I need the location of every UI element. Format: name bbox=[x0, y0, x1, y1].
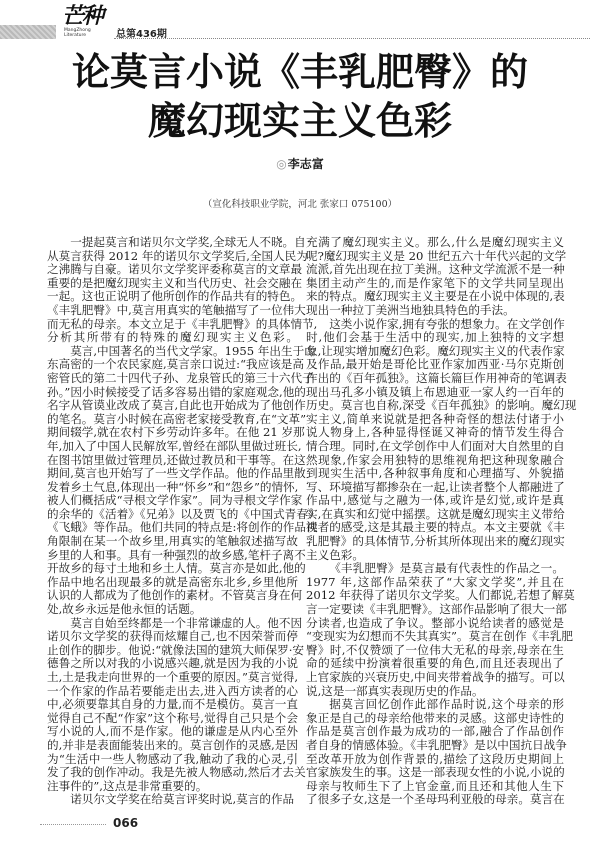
text-line: 一个作家的作品若要能走出去,进入西方读者的心 bbox=[47, 683, 298, 698]
text-line: 之沸腾与自豪。诺贝尔文学奖评委称莫言的文章最 bbox=[47, 262, 303, 277]
text-line: 了很多子女,这是一个圣母玛利亚般的母亲。莫言在 bbox=[306, 792, 565, 807]
text-line: 说人物身上,各种显得怪诞又神奇的情节发生得合 bbox=[306, 425, 564, 440]
text-line: 东高密的一个农民家庭,莫言亲口说过:“我应该是高 bbox=[47, 357, 304, 372]
text-line: 到现实生活中,各种叙事角度和心理描写、外貌描 bbox=[306, 466, 564, 481]
text-line: 角限制在某一个故乡里,用真实的笔触叙述描写故 bbox=[47, 534, 298, 549]
paragraph bbox=[47, 235, 318, 345]
text-line: 诺贝尔文学奖的获得而炫耀自己,也不因荣誉而停 bbox=[47, 629, 298, 644]
left-text-column bbox=[47, 235, 320, 807]
text-line: 命的延续中扮演着很重要的角色,而且还表现出了 bbox=[306, 656, 564, 671]
text-line: 一提起莫言和诺贝尔文学奖,全球无人不晓。自 bbox=[70, 235, 306, 249]
text-line: 开故乡的每寸土地和乡土人情。莫言亦是如此,他的 bbox=[47, 561, 306, 576]
text-line: 历史。莫言也自称,深受《百年孤独》的影响。魔幻现 bbox=[306, 398, 577, 413]
text-line: 1977 年,这部作品荣获了“大家文学奖”,并且在 bbox=[306, 574, 564, 589]
text-line: 作出的《百年孤独》。这篇长篇巨作用神奇的笔调表 bbox=[306, 370, 567, 385]
text-line: 实,在真实和幻觉中摇摆。这就是魔幻现实主义带给 bbox=[306, 506, 565, 521]
text-line: 乡里的人和事。具有一种强烈的故乡感,笔杆子离不 bbox=[47, 547, 306, 562]
text-line: 觉得自己不配“作家”这个称号,觉得自己只是个会 bbox=[47, 710, 298, 725]
text-line: 年,加入了中国人民解放军,曾经在部队里做过班长, bbox=[47, 438, 302, 453]
paragraph bbox=[47, 343, 320, 617]
text-line: 者自身的情感体验。《丰乳肥臀》是以中国抗日战争 bbox=[306, 737, 567, 752]
text-line: 这类小说作家,拥有夸张的想象力。在文学创作 bbox=[329, 316, 565, 331]
text-line: 作品中,感觉与之融为一体,或许是幻觉,或许是真 bbox=[306, 493, 564, 508]
author-name: 李志富 bbox=[287, 157, 324, 171]
author-marker: ◎ bbox=[276, 157, 287, 171]
issue-number: 总第436期 bbox=[116, 29, 167, 40]
paragraph bbox=[306, 235, 567, 318]
text-line: 孙。”因小时候接受了话多容易出错的家庭观念,他的 bbox=[47, 384, 306, 399]
text-line: 臀》时,不仅赞颂了一位伟大无私的母亲,母亲在生 bbox=[306, 642, 564, 657]
text-line: 来的特点。魔幻现实主义主要是在小说中体现的,表 bbox=[306, 289, 565, 304]
text-line: 的余华的《活着》《兄弟》以及贾飞的《中国式青春》 bbox=[47, 506, 320, 521]
footer-divider bbox=[40, 824, 106, 825]
author-byline bbox=[0, 155, 600, 172]
text-line: 为“生活中一些人物感动了我,触动了我的心灵,引 bbox=[47, 751, 298, 766]
text-line: 实主义,简单来说就是把各种奇怪的想法付诸于小 bbox=[306, 411, 564, 426]
text-line: 发着乡土气息,体现出一种“怀乡”和“怨乡”的情怀, bbox=[47, 479, 299, 494]
text-line: 发了我的创作冲动。我是先被人物感动,然后才去关 bbox=[47, 765, 306, 780]
logo-text: 芒种 bbox=[62, 3, 103, 29]
text-line: 密管氏的第二十四代子孙、龙泉管氏的第三十六代子 bbox=[47, 370, 314, 385]
author-affiliation: （宣化科技职业学院，河北 张家口 075100） bbox=[202, 199, 398, 210]
text-line: 在图书馆里做过管理员,还做过教员和干事等。在这 bbox=[47, 452, 306, 467]
paragraph bbox=[47, 793, 298, 807]
text-line: 重要的是把魔幻现实主义和当代历史、社会交融在 bbox=[47, 275, 303, 290]
text-line: 被人们概括成“寻根文学作家”。同为寻根文学作家 bbox=[47, 493, 303, 508]
text-line: 期间,莫言也开始写了一些文学作品。他的作品里散 bbox=[47, 466, 306, 481]
text-line: 写、环境描写都掺杂在一起,让读者整个人都融进了 bbox=[306, 479, 565, 494]
article-title-line2: 魔幻现实主义色彩 bbox=[147, 98, 452, 143]
text-line: 名字从管谟业改成了莫言,自此也开始成为了他创作 bbox=[47, 398, 306, 413]
text-line: “变现实为幻想而不失其真实”。莫言在创作《丰乳肥 bbox=[306, 629, 573, 644]
page-number: 066 bbox=[113, 816, 139, 830]
text-line: 情合理。同时,在文学创作中人们面对大自然里的自 bbox=[306, 438, 565, 453]
text-line: 德鲁之所以对我的小说感兴趣,就是因为我的小说 bbox=[47, 656, 298, 671]
text-line: 读者的感受,这是其最主要的特点。本文主要就《丰 bbox=[306, 520, 565, 535]
text-line: 处,故乡永远是他永恒的话题。 bbox=[47, 602, 202, 617]
text-line: 母亲与牧师生下了上官金童,而且还和其他人生下 bbox=[306, 778, 564, 793]
right-text-column bbox=[306, 235, 577, 807]
text-line: 充满了魔幻现实主义。那么,什么是魔幻现实主义 bbox=[306, 235, 564, 249]
text-line: 莫言自始至终都是一个非常谦虚的人。他不因 bbox=[70, 615, 303, 630]
text-line: 然现象,作家会用独特的思维视角把这种现象融合 bbox=[306, 452, 564, 467]
text-line: 现出马孔多小镇及镇上布恩迪亚一家人约一百年的 bbox=[306, 384, 564, 399]
text-line: 注事件的”,这点是非常重要的。 bbox=[47, 778, 208, 793]
text-line: 乳肥臀》的具体情节,分析其所体现出来的魔幻现实 bbox=[306, 534, 565, 549]
text-line: 据莫言回忆创作此部作品时说,这个母亲的形 bbox=[329, 697, 564, 712]
article-title-line1: 论莫言小说《丰乳肥臀》的 bbox=[71, 49, 528, 94]
text-line: 《飞蛾》等作品。他们共同的特点是:将创作的作品视 bbox=[47, 520, 318, 535]
text-line: 时,他们会基于生活中的现实,加上独特的文字想 bbox=[306, 330, 564, 345]
paragraph bbox=[306, 561, 575, 698]
text-line: 象,让现实增加魔幻色彩。魔幻现实主义的代表作家 bbox=[306, 343, 565, 358]
text-line: 及作品,最开始是哥伦比亚作家加西亚·马尔克斯创 bbox=[306, 357, 564, 372]
text-line: 官家族发生的事。这是一部表现女性的小说,小说的 bbox=[306, 765, 565, 780]
paragraph bbox=[306, 697, 567, 807]
text-line: 止创作的脚步。他说:“就像法国的建筑大师保罗·安 bbox=[47, 642, 304, 657]
text-line: 分读者,也造成了争议。整部小说给读者的感觉是 bbox=[306, 615, 564, 630]
text-line: 期间辍学,就在农村下乡劳动许多年。在他 21 岁那 bbox=[47, 425, 305, 440]
journal-logo bbox=[62, 4, 107, 40]
text-line: 的笔名。莫言小时候在高密老家接受教育,在“文革” bbox=[47, 411, 307, 426]
text-line: 土,土是我走向世界的一个重要的原因。”莫言觉得, bbox=[47, 670, 298, 684]
text-line: 《丰乳肥臀》是莫言最有代表性的作品之一。 bbox=[329, 561, 564, 576]
text-line: 主义色彩。 bbox=[306, 547, 364, 562]
text-line: 作品是莫言创作最为成功的一部,融合了作品创作 bbox=[306, 724, 564, 739]
logo-subtitle: MangZhong Literature bbox=[64, 28, 91, 38]
text-line: 象正是自己的母亲给他带来的灵感。这部史诗性的 bbox=[306, 710, 564, 725]
text-line: 从莫言获得 2012 年的诺贝尔文学奖后,全国人民为 bbox=[47, 248, 308, 263]
text-line: 言一定要读《丰乳肥臀》。这部作品影响了很大一部 bbox=[306, 602, 567, 617]
text-line: 作品中地名出现最多的就是高密东北乡,乡里他所 bbox=[47, 574, 298, 589]
text-line: 流派,首先出现在拉丁美洲。这种文学流派不是一种 bbox=[306, 262, 565, 277]
text-line: 的,并非是表面能装出来的。莫言创作的灵感,是因 bbox=[47, 737, 298, 752]
text-line: 中,必须要靠其自身的力量,而不是模仿。莫言一直 bbox=[47, 697, 298, 712]
text-line: 一起。这也正说明了他所创作的作品共有的特色。 bbox=[47, 289, 303, 304]
text-line: 分析其所带有的特殊的魔幻现实主义色彩。 bbox=[47, 330, 298, 345]
text-line: 呢?魔幻现实主义是 20 世纪五六十年代兴起的文学 bbox=[306, 248, 567, 263]
text-line: 诺贝尔文学奖在给莫言评奖时说,莫言的作品 bbox=[70, 792, 295, 807]
text-line: 莫言,中国著名的当代文学家。1955 年出生于山 bbox=[70, 343, 316, 358]
text-line: 而无私的母亲。本文立足于《丰乳肥臀》的具体情节, bbox=[47, 316, 318, 331]
text-line: 说,这是一部真实表现历史的作品。 bbox=[306, 683, 484, 698]
text-line: 集团主动产生的,而是作家笔下的文学共同呈现出 bbox=[306, 275, 564, 290]
text-line: 现出一种拉丁美洲当地独具特色的手法。 bbox=[306, 302, 515, 317]
text-line: 2012 年获得了诺贝尔文学奖。人们都说,若想了解莫 bbox=[306, 588, 575, 603]
header-decorative-band bbox=[0, 25, 56, 39]
text-line: 至改革开放为创作背景的,描绘了这段历史期间上 bbox=[306, 751, 564, 766]
paragraph bbox=[47, 615, 306, 794]
text-line: 写小说的人,而不是作家。他的谦虚是从内心至外 bbox=[47, 724, 298, 739]
paragraph bbox=[306, 316, 577, 563]
text-line: 上官家族的兴衰历史,中间夹带着战争的描写。可以 bbox=[306, 670, 565, 684]
text-line: 《丰乳肥臀》中,莫言用真实的笔触描写了一位伟大 bbox=[47, 302, 306, 317]
text-line: 认识的人都成为了他创作的素材。不管莫言身在何 bbox=[47, 588, 303, 603]
header-divider bbox=[114, 38, 590, 39]
